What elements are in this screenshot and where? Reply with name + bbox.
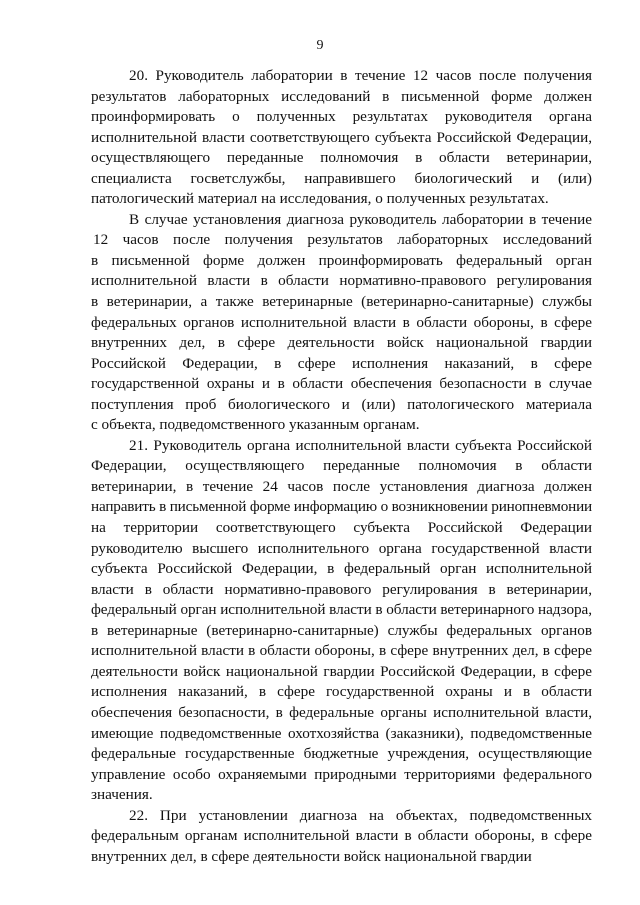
- paragraph-line: осуществляющего переданные полномочия в области ветеринарии,: [91, 149, 592, 167]
- paragraph-line: в ветеринарии, а также ветеринарные (ветеринарно-санитарные) службы: [91, 293, 592, 311]
- paragraph-line: федеральных органов исполнительной власти в области обороны, в сфере: [91, 313, 592, 331]
- paragraph-line: государственной охраны и в области обеспечения безопасности в случае: [91, 375, 592, 393]
- paragraph-line: деятельности войск национальной гвардии Российской Федерации, в сфере: [91, 662, 592, 680]
- paragraph-p20b: [91, 210, 592, 436]
- paragraph-line: федеральные государственные бюджетные учреждения, осуществляющие: [91, 745, 592, 763]
- paragraph-line: направить в письменной форме информацию о возникновении ринопневмонии: [91, 498, 593, 516]
- paragraph-line: В случае установления диагноза руководитель лаборатории в течение: [129, 210, 592, 228]
- paragraph-line: Федерации, осуществляющего переданные полномочия в области: [91, 457, 592, 475]
- paragraph-line: имеющие подведомственные охотхозяйства (заказники), подведомственные: [91, 724, 592, 742]
- paragraph-line: внутренних дел, в сфере деятельности войск национальной гвардии: [91, 334, 592, 352]
- paragraph-line: Российской Федерации, в сфере исполнения наказаний, в сфере: [91, 354, 592, 372]
- paragraph-line: управление особо охраняемыми природными территориями федерального: [91, 765, 592, 783]
- paragraph-line: поступления проб биологического и (или) патологического материала: [91, 395, 592, 413]
- paragraph-line: 21. Руководитель органа исполнительной власти субъекта Российской: [129, 436, 592, 454]
- paragraph-p22: [91, 806, 592, 868]
- paragraph-line: 20. Руководитель лаборатории в течение 12 часов после получения: [129, 67, 592, 84]
- paragraph-line: субъекта Российской Федерации, в федеральный орган исполнительной: [91, 560, 592, 578]
- paragraph-line: 22. При установлении диагноза на объектах, подведомственных: [129, 806, 592, 824]
- paragraph-line: с объекта, подведомственного указанным органам.: [91, 416, 420, 434]
- paragraph-line: федеральным органам исполнительной власти в области обороны, в сфере: [91, 827, 592, 845]
- paragraph-line: руководителю высшего исполнительного органа государственной власти: [91, 539, 592, 557]
- paragraph-line: ветеринарии, в течение 24 часов после установления диагноза должен: [91, 477, 592, 495]
- paragraph-line: проинформировать о полученных результатах руководителя органа: [91, 108, 592, 126]
- paragraph-line: 12 часов после получения результатов лабораторных исследований: [93, 231, 592, 249]
- paragraph-line: власти в области нормативно-правового регулирования в ветеринарии,: [91, 580, 592, 598]
- page-number: 9: [316, 38, 324, 53]
- document-body: [91, 66, 592, 867]
- paragraph-line: на территории соответствующего субъекта Российской Федерации: [91, 519, 592, 537]
- paragraph-line: внутренних дел, в сфере деятельности войск национальной гвардии: [91, 847, 532, 865]
- paragraph-line: результатов лабораторных исследований в письменной форме должен: [91, 87, 592, 105]
- paragraph-line: исполнительной власти в области нормативно-правового регулирования: [91, 272, 592, 290]
- paragraph-p21: [91, 436, 592, 806]
- paragraph-line: патологический материал на исследования, о полученных результатах.: [91, 190, 549, 208]
- paragraph-line: исполнительной власти в области обороны, в сфере внутренних дел, в сфере: [91, 642, 592, 660]
- paragraph-line: обеспечения безопасности, в федеральные органы исполнительной власти,: [91, 703, 592, 721]
- paragraph-p20: [91, 66, 592, 210]
- paragraph-line: в ветеринарные (ветеринарно-санитарные) службы федеральных органов: [91, 621, 592, 639]
- paragraph-line: исполнительной власти соответствующего субъекта Российской Федерации,: [91, 128, 592, 146]
- paragraph-line: специалиста госветслужбы, направившего биологический и (или): [91, 169, 592, 187]
- paragraph-line: федеральный орган исполнительной власти в области ветеринарного надзора,: [91, 601, 592, 619]
- paragraph-line: исполнения наказаний, в сфере государственной охраны и в области: [91, 683, 592, 701]
- paragraph-line: в письменной форме должен проинформировать федеральный орган: [91, 251, 592, 269]
- paragraph-line: значения.: [91, 786, 153, 804]
